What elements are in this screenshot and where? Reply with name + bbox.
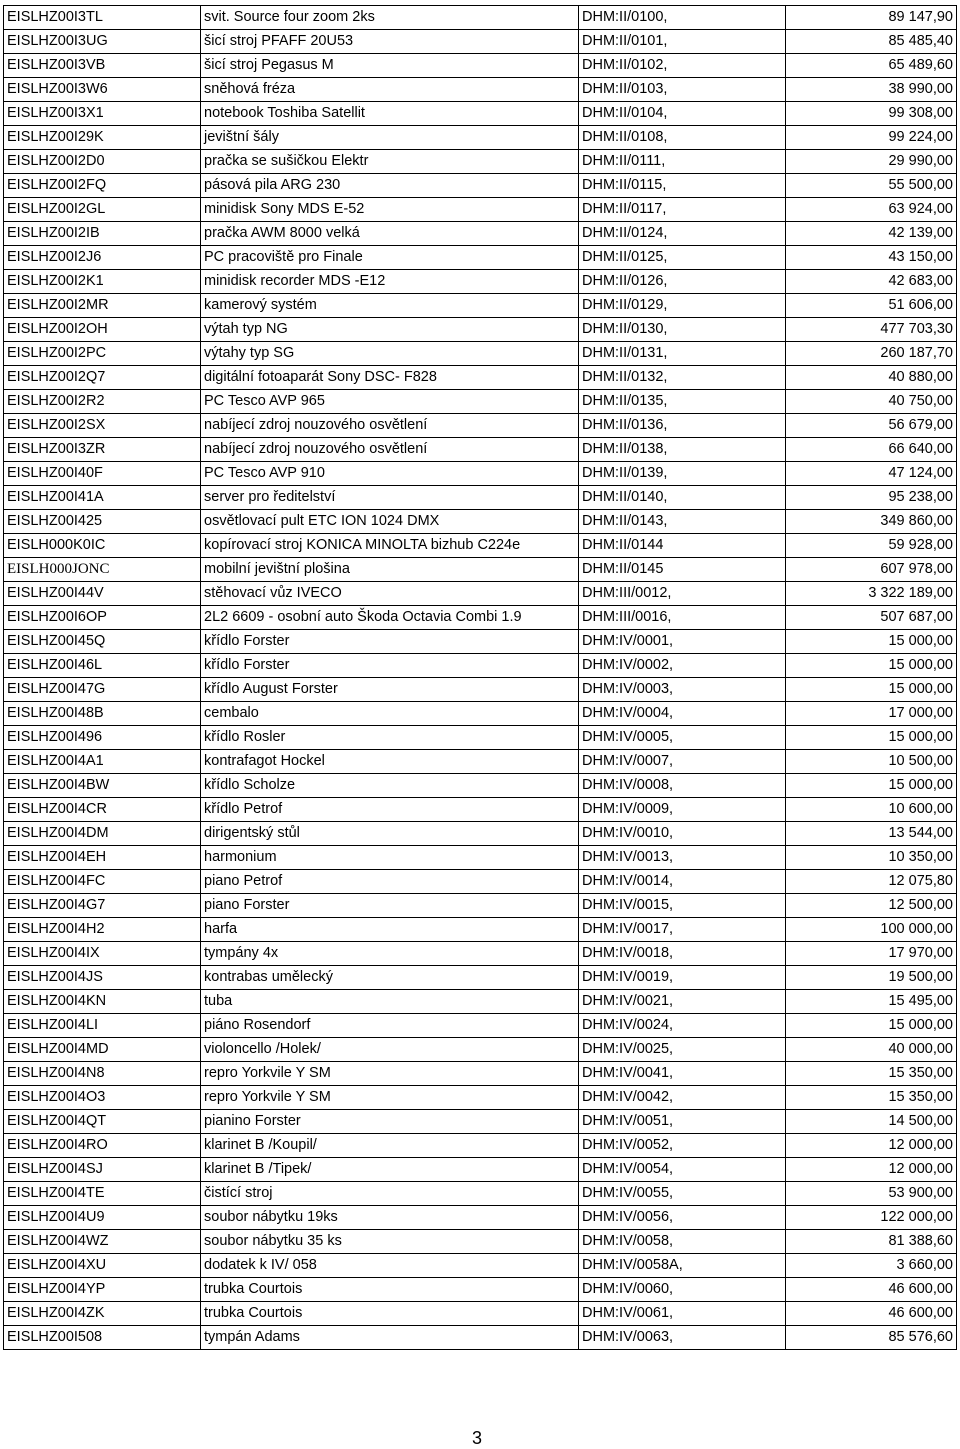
inventory-code-cell: EISLHZ00I4FC xyxy=(4,870,201,894)
table-row xyxy=(4,678,957,702)
asset-reference-cell: DHM:IV/0055, xyxy=(579,1182,786,1206)
asset-reference-cell: DHM:IV/0018, xyxy=(579,942,786,966)
amount-cell: 3 322 189,00 xyxy=(786,582,957,606)
amount-cell: 12 075,80 xyxy=(786,870,957,894)
amount-cell: 15 350,00 xyxy=(786,1086,957,1110)
item-description-cell: minidisk Sony MDS E-52 xyxy=(201,198,579,222)
asset-reference-cell: DHM:II/0111, xyxy=(579,150,786,174)
inventory-code-cell: EISLHZ00I3W6 xyxy=(4,78,201,102)
inventory-code-cell: EISLHZ00I4A1 xyxy=(4,750,201,774)
asset-reference-cell: DHM:II/0125, xyxy=(579,246,786,270)
asset-reference-cell: DHM:IV/0025, xyxy=(579,1038,786,1062)
item-description-cell: pračka AWM 8000 velká xyxy=(201,222,579,246)
amount-cell: 10 350,00 xyxy=(786,846,957,870)
inventory-code-cell: EISLHZ00I4EH xyxy=(4,846,201,870)
amount-cell: 477 703,30 xyxy=(786,318,957,342)
item-description-cell: trubka Courtois xyxy=(201,1278,579,1302)
asset-reference-cell: DHM:II/0143, xyxy=(579,510,786,534)
inventory-code-cell: EISLHZ00I45Q xyxy=(4,630,201,654)
table-row xyxy=(4,510,957,534)
table-row xyxy=(4,918,957,942)
asset-reference-cell: DHM:IV/0054, xyxy=(579,1158,786,1182)
table-row xyxy=(4,630,957,654)
amount-cell: 17 970,00 xyxy=(786,942,957,966)
asset-reference-cell: DHM:II/0126, xyxy=(579,270,786,294)
inventory-code-cell: EISLHZ00I2GL xyxy=(4,198,201,222)
item-description-cell: tympán Adams xyxy=(201,1326,579,1350)
asset-reference-cell: DHM:IV/0007, xyxy=(579,750,786,774)
table-row xyxy=(4,894,957,918)
item-description-cell: osvětlovací pult ETC ION 1024 DMX xyxy=(201,510,579,534)
asset-reference-cell: DHM:IV/0010, xyxy=(579,822,786,846)
inventory-code-cell: EISLHZ00I2K1 xyxy=(4,270,201,294)
amount-cell: 122 000,00 xyxy=(786,1206,957,1230)
asset-reference-cell: DHM:II/0100, xyxy=(579,6,786,30)
amount-cell: 15 350,00 xyxy=(786,1062,957,1086)
inventory-code-cell: EISLHZ00I6OP xyxy=(4,606,201,630)
asset-reference-cell: DHM:II/0129, xyxy=(579,294,786,318)
table-row xyxy=(4,870,957,894)
table-row xyxy=(4,1038,957,1062)
asset-reference-cell: DHM:IV/0051, xyxy=(579,1110,786,1134)
table-row xyxy=(4,1278,957,1302)
table-row xyxy=(4,1326,957,1350)
asset-reference-cell: DHM:IV/0021, xyxy=(579,990,786,1014)
item-description-cell: soubor nábytku 19ks xyxy=(201,1206,579,1230)
item-description-cell: kontrabas umělecký xyxy=(201,966,579,990)
item-description-cell: 2L2 6609 - osobní auto Škoda Octavia Combi 1.9 xyxy=(201,606,579,630)
item-description-cell: violoncello /Holek/ xyxy=(201,1038,579,1062)
item-description-cell: pianino Forster xyxy=(201,1110,579,1134)
item-description-cell: server pro ředitelství xyxy=(201,486,579,510)
asset-reference-cell: DHM:IV/0004, xyxy=(579,702,786,726)
asset-reference-cell: DHM:IV/0024, xyxy=(579,1014,786,1038)
amount-cell: 15 495,00 xyxy=(786,990,957,1014)
inventory-code-cell: EISLHZ00I46L xyxy=(4,654,201,678)
asset-reference-cell: DHM:IV/0017, xyxy=(579,918,786,942)
table-row xyxy=(4,726,957,750)
page-number: 3 xyxy=(471,1428,482,1448)
item-description-cell: kamerový systém xyxy=(201,294,579,318)
item-description-cell: dirigentský stůl xyxy=(201,822,579,846)
item-description-cell: nabíjecí zdroj nouzového osvětlení xyxy=(201,438,579,462)
asset-reference-cell: DHM:IV/0060, xyxy=(579,1278,786,1302)
amount-cell: 100 000,00 xyxy=(786,918,957,942)
inventory-code-cell: EISLHZ00I4SJ xyxy=(4,1158,201,1182)
asset-reference-cell: DHM:IV/0061, xyxy=(579,1302,786,1326)
amount-cell: 47 124,00 xyxy=(786,462,957,486)
table-row xyxy=(4,102,957,126)
amount-cell: 81 388,60 xyxy=(786,1230,957,1254)
asset-reference-cell: DHM:II/0135, xyxy=(579,390,786,414)
inventory-code-cell: EISLHZ00I3TL xyxy=(4,6,201,30)
amount-cell: 15 000,00 xyxy=(786,774,957,798)
item-description-cell: křídlo Scholze xyxy=(201,774,579,798)
asset-reference-cell: DHM:II/0124, xyxy=(579,222,786,246)
inventory-code-cell: EISLHZ00I4O3 xyxy=(4,1086,201,1110)
item-description-cell: piano Petrof xyxy=(201,870,579,894)
item-description-cell: křídlo Forster xyxy=(201,630,579,654)
table-row xyxy=(4,1158,957,1182)
table-row xyxy=(4,198,957,222)
table-row xyxy=(4,606,957,630)
item-description-cell: PC Tesco AVP 910 xyxy=(201,462,579,486)
amount-cell: 53 900,00 xyxy=(786,1182,957,1206)
item-description-cell: výtah typ NG xyxy=(201,318,579,342)
amount-cell: 65 489,60 xyxy=(786,54,957,78)
inventory-code-cell: EISLHZ00I508 xyxy=(4,1326,201,1350)
amount-cell: 99 308,00 xyxy=(786,102,957,126)
amount-cell: 40 750,00 xyxy=(786,390,957,414)
item-description-cell: pásová pila ARG 230 xyxy=(201,174,579,198)
item-description-cell: výtahy typ SG xyxy=(201,342,579,366)
amount-cell: 29 990,00 xyxy=(786,150,957,174)
inventory-code-cell: EISLHZ00I4N8 xyxy=(4,1062,201,1086)
inventory-code-cell: EISLHZ00I4JS xyxy=(4,966,201,990)
table-row xyxy=(4,126,957,150)
inventory-code-cell: EISLH000K0IC xyxy=(4,534,201,558)
table-row xyxy=(4,1110,957,1134)
inventory-code-cell: EISLHZ00I4H2 xyxy=(4,918,201,942)
table-row xyxy=(4,1062,957,1086)
inventory-code-cell: EISLHZ00I4MD xyxy=(4,1038,201,1062)
inventory-code-cell: EISLHZ00I4WZ xyxy=(4,1230,201,1254)
amount-cell: 14 500,00 xyxy=(786,1110,957,1134)
amount-cell: 15 000,00 xyxy=(786,1014,957,1038)
table-row xyxy=(4,1254,957,1278)
asset-reference-cell: DHM:IV/0001, xyxy=(579,630,786,654)
table-row xyxy=(4,702,957,726)
table-row xyxy=(4,846,957,870)
inventory-code-cell: EISLHZ00I496 xyxy=(4,726,201,750)
item-description-cell: čistící stroj xyxy=(201,1182,579,1206)
table-row xyxy=(4,774,957,798)
table-row xyxy=(4,486,957,510)
item-description-cell: pračka se sušičkou Elektr xyxy=(201,150,579,174)
table-row xyxy=(4,414,957,438)
asset-reference-cell: DHM:III/0016, xyxy=(579,606,786,630)
inventory-code-cell: EISLH000JONC xyxy=(4,558,201,582)
inventory-code-cell: EISLHZ00I4ZK xyxy=(4,1302,201,1326)
amount-cell: 38 990,00 xyxy=(786,78,957,102)
inventory-code-cell: EISLHZ00I2FQ xyxy=(4,174,201,198)
asset-reference-cell: DHM:IV/0058A, xyxy=(579,1254,786,1278)
item-description-cell: nabíjecí zdroj nouzového osvětlení xyxy=(201,414,579,438)
item-description-cell: šicí stroj Pegasus M xyxy=(201,54,579,78)
table-row xyxy=(4,342,957,366)
amount-cell: 349 860,00 xyxy=(786,510,957,534)
amount-cell: 56 679,00 xyxy=(786,414,957,438)
table-row xyxy=(4,558,957,582)
table-row xyxy=(4,1182,957,1206)
asset-reference-cell: DHM:IV/0063, xyxy=(579,1326,786,1350)
table-row xyxy=(4,1302,957,1326)
item-description-cell: křídlo August Forster xyxy=(201,678,579,702)
table-row xyxy=(4,534,957,558)
amount-cell: 12 500,00 xyxy=(786,894,957,918)
inventory-code-cell: EISLHZ00I3UG xyxy=(4,30,201,54)
item-description-cell: harfa xyxy=(201,918,579,942)
asset-reference-cell: DHM:II/0130, xyxy=(579,318,786,342)
amount-cell: 15 000,00 xyxy=(786,654,957,678)
amount-cell: 15 000,00 xyxy=(786,678,957,702)
table-row xyxy=(4,222,957,246)
asset-reference-cell: DHM:II/0132, xyxy=(579,366,786,390)
item-description-cell: piano Forster xyxy=(201,894,579,918)
amount-cell: 95 238,00 xyxy=(786,486,957,510)
table-row xyxy=(4,246,957,270)
inventory-code-cell: EISLHZ00I29K xyxy=(4,126,201,150)
asset-reference-cell: DHM:II/0103, xyxy=(579,78,786,102)
table-row xyxy=(4,942,957,966)
asset-reference-cell: DHM:II/0136, xyxy=(579,414,786,438)
inventory-code-cell: EISLHZ00I3X1 xyxy=(4,102,201,126)
asset-reference-cell: DHM:IV/0019, xyxy=(579,966,786,990)
item-description-cell: šicí stroj PFAFF 20U53 xyxy=(201,30,579,54)
inventory-code-cell: EISLHZ00I4KN xyxy=(4,990,201,1014)
item-description-cell: digitální fotoaparát Sony DSC- F828 xyxy=(201,366,579,390)
item-description-cell: křídlo Forster xyxy=(201,654,579,678)
amount-cell: 63 924,00 xyxy=(786,198,957,222)
table-row xyxy=(4,798,957,822)
amount-cell: 99 224,00 xyxy=(786,126,957,150)
inventory-code-cell: EISLHZ00I4IX xyxy=(4,942,201,966)
item-description-cell: piáno Rosendorf xyxy=(201,1014,579,1038)
amount-cell: 43 150,00 xyxy=(786,246,957,270)
item-description-cell: klarinet B /Koupil/ xyxy=(201,1134,579,1158)
amount-cell: 42 683,00 xyxy=(786,270,957,294)
asset-reference-cell: DHM:II/0138, xyxy=(579,438,786,462)
asset-reference-cell: DHM:IV/0014, xyxy=(579,870,786,894)
item-description-cell: notebook Toshiba Satellit xyxy=(201,102,579,126)
table-row xyxy=(4,654,957,678)
amount-cell: 507 687,00 xyxy=(786,606,957,630)
table-row xyxy=(4,174,957,198)
table-row xyxy=(4,582,957,606)
amount-cell: 12 000,00 xyxy=(786,1134,957,1158)
asset-reference-cell: DHM:IV/0005, xyxy=(579,726,786,750)
asset-reference-cell: DHM:II/0101, xyxy=(579,30,786,54)
table-row xyxy=(4,318,957,342)
item-description-cell: jevištní šály xyxy=(201,126,579,150)
amount-cell: 55 500,00 xyxy=(786,174,957,198)
item-description-cell: cembalo xyxy=(201,702,579,726)
amount-cell: 19 500,00 xyxy=(786,966,957,990)
asset-reference-cell: DHM:II/0117, xyxy=(579,198,786,222)
inventory-code-cell: EISLHZ00I2Q7 xyxy=(4,366,201,390)
inventory-code-cell: EISLHZ00I4DM xyxy=(4,822,201,846)
item-description-cell: PC pracoviště pro Finale xyxy=(201,246,579,270)
amount-cell: 59 928,00 xyxy=(786,534,957,558)
amount-cell: 51 606,00 xyxy=(786,294,957,318)
amount-cell: 85 576,60 xyxy=(786,1326,957,1350)
item-description-cell: svit. Source four zoom 2ks xyxy=(201,6,579,30)
inventory-code-cell: EISLHZ00I2OH xyxy=(4,318,201,342)
amount-cell: 17 000,00 xyxy=(786,702,957,726)
item-description-cell: PC Tesco AVP 965 xyxy=(201,390,579,414)
asset-reference-cell: DHM:II/0102, xyxy=(579,54,786,78)
asset-reference-cell: DHM:IV/0052, xyxy=(579,1134,786,1158)
asset-reference-cell: DHM:IV/0002, xyxy=(579,654,786,678)
table-row xyxy=(4,462,957,486)
amount-cell: 40 880,00 xyxy=(786,366,957,390)
item-description-cell: tuba xyxy=(201,990,579,1014)
item-description-cell: trubka Courtois xyxy=(201,1302,579,1326)
item-description-cell: tympány 4x xyxy=(201,942,579,966)
inventory-code-cell: EISLHZ00I47G xyxy=(4,678,201,702)
inventory-code-cell: EISLHZ00I2IB xyxy=(4,222,201,246)
inventory-table-body xyxy=(4,6,957,1350)
asset-reference-cell: DHM:II/0139, xyxy=(579,462,786,486)
asset-reference-cell: DHM:IV/0003, xyxy=(579,678,786,702)
table-row xyxy=(4,270,957,294)
inventory-code-cell: EISLHZ00I41A xyxy=(4,486,201,510)
table-row xyxy=(4,54,957,78)
table-row xyxy=(4,990,957,1014)
item-description-cell: kopírovací stroj KONICA MINOLTA bizhub C224e xyxy=(201,534,579,558)
asset-reference-cell: DHM:II/0145 xyxy=(579,558,786,582)
asset-reference-cell: DHM:II/0115, xyxy=(579,174,786,198)
inventory-code-cell: EISLHZ00I4U9 xyxy=(4,1206,201,1230)
amount-cell: 10 600,00 xyxy=(786,798,957,822)
table-row xyxy=(4,1134,957,1158)
asset-reference-cell: DHM:II/0144 xyxy=(579,534,786,558)
amount-cell: 13 544,00 xyxy=(786,822,957,846)
amount-cell: 607 978,00 xyxy=(786,558,957,582)
item-description-cell: minidisk recorder MDS -E12 xyxy=(201,270,579,294)
item-description-cell: sněhová fréza xyxy=(201,78,579,102)
table-row xyxy=(4,1086,957,1110)
amount-cell: 260 187,70 xyxy=(786,342,957,366)
asset-reference-cell: DHM:II/0108, xyxy=(579,126,786,150)
item-description-cell: kontrafagot Hockel xyxy=(201,750,579,774)
inventory-code-cell: EISLHZ00I48B xyxy=(4,702,201,726)
item-description-cell: harmonium xyxy=(201,846,579,870)
inventory-code-cell: EISLHZ00I4YP xyxy=(4,1278,201,1302)
table-row xyxy=(4,390,957,414)
asset-reference-cell: DHM:IV/0009, xyxy=(579,798,786,822)
table-row xyxy=(4,366,957,390)
table-row xyxy=(4,294,957,318)
amount-cell: 15 000,00 xyxy=(786,726,957,750)
amount-cell: 85 485,40 xyxy=(786,30,957,54)
table-row xyxy=(4,30,957,54)
inventory-code-cell: EISLHZ00I2D0 xyxy=(4,150,201,174)
inventory-code-cell: EISLHZ00I2MR xyxy=(4,294,201,318)
asset-reference-cell: DHM:IV/0008, xyxy=(579,774,786,798)
table-row xyxy=(4,1014,957,1038)
inventory-code-cell: EISLHZ00I4BW xyxy=(4,774,201,798)
item-description-cell: dodatek k IV/ 058 xyxy=(201,1254,579,1278)
amount-cell: 66 640,00 xyxy=(786,438,957,462)
table-row xyxy=(4,1230,957,1254)
table-row xyxy=(4,150,957,174)
asset-reference-cell: DHM:IV/0058, xyxy=(579,1230,786,1254)
inventory-code-cell: EISLHZ00I3VB xyxy=(4,54,201,78)
inventory-code-cell: EISLHZ00I2J6 xyxy=(4,246,201,270)
asset-reference-cell: DHM:III/0012, xyxy=(579,582,786,606)
inventory-code-cell: EISLHZ00I4RO xyxy=(4,1134,201,1158)
table-row xyxy=(4,750,957,774)
asset-reference-cell: DHM:IV/0015, xyxy=(579,894,786,918)
inventory-code-cell: EISLHZ00I2PC xyxy=(4,342,201,366)
item-description-cell: klarinet B /Tipek/ xyxy=(201,1158,579,1182)
inventory-code-cell: EISLHZ00I2SX xyxy=(4,414,201,438)
amount-cell: 89 147,90 xyxy=(786,6,957,30)
asset-reference-cell: DHM:II/0104, xyxy=(579,102,786,126)
amount-cell: 3 660,00 xyxy=(786,1254,957,1278)
asset-reference-cell: DHM:IV/0041, xyxy=(579,1062,786,1086)
inventory-code-cell: EISLHZ00I4XU xyxy=(4,1254,201,1278)
table-row xyxy=(4,822,957,846)
table-row xyxy=(4,6,957,30)
asset-reference-cell: DHM:IV/0056, xyxy=(579,1206,786,1230)
inventory-code-cell: EISLHZ00I3ZR xyxy=(4,438,201,462)
inventory-code-cell: EISLHZ00I44V xyxy=(4,582,201,606)
inventory-code-cell: EISLHZ00I4CR xyxy=(4,798,201,822)
inventory-code-cell: EISLHZ00I40F xyxy=(4,462,201,486)
table-row xyxy=(4,438,957,462)
inventory-code-cell: EISLHZ00I4G7 xyxy=(4,894,201,918)
asset-reference-cell: DHM:II/0140, xyxy=(579,486,786,510)
amount-cell: 46 600,00 xyxy=(786,1278,957,1302)
table-row xyxy=(4,966,957,990)
inventory-code-cell: EISLHZ00I2R2 xyxy=(4,390,201,414)
amount-cell: 40 000,00 xyxy=(786,1038,957,1062)
amount-cell: 12 000,00 xyxy=(786,1158,957,1182)
item-description-cell: repro Yorkvile Y SM xyxy=(201,1062,579,1086)
table-row xyxy=(4,78,957,102)
asset-reference-cell: DHM:IV/0013, xyxy=(579,846,786,870)
inventory-table xyxy=(3,5,957,1350)
asset-reference-cell: DHM:II/0131, xyxy=(579,342,786,366)
inventory-code-cell: EISLHZ00I4TE xyxy=(4,1182,201,1206)
asset-reference-cell: DHM:IV/0042, xyxy=(579,1086,786,1110)
amount-cell: 42 139,00 xyxy=(786,222,957,246)
inventory-code-cell: EISLHZ00I425 xyxy=(4,510,201,534)
table-row xyxy=(4,1206,957,1230)
amount-cell: 10 500,00 xyxy=(786,750,957,774)
item-description-cell: soubor nábytku 35 ks xyxy=(201,1230,579,1254)
inventory-code-cell: EISLHZ00I4QT xyxy=(4,1110,201,1134)
inventory-code-cell: EISLHZ00I4LI xyxy=(4,1014,201,1038)
item-description-cell: křídlo Rosler xyxy=(201,726,579,750)
item-description-cell: mobilní jevištní plošina xyxy=(201,558,579,582)
item-description-cell: křídlo Petrof xyxy=(201,798,579,822)
item-description-cell: repro Yorkvile Y SM xyxy=(201,1086,579,1110)
amount-cell: 46 600,00 xyxy=(786,1302,957,1326)
item-description-cell: stěhovací vůz IVECO xyxy=(201,582,579,606)
amount-cell: 15 000,00 xyxy=(786,630,957,654)
